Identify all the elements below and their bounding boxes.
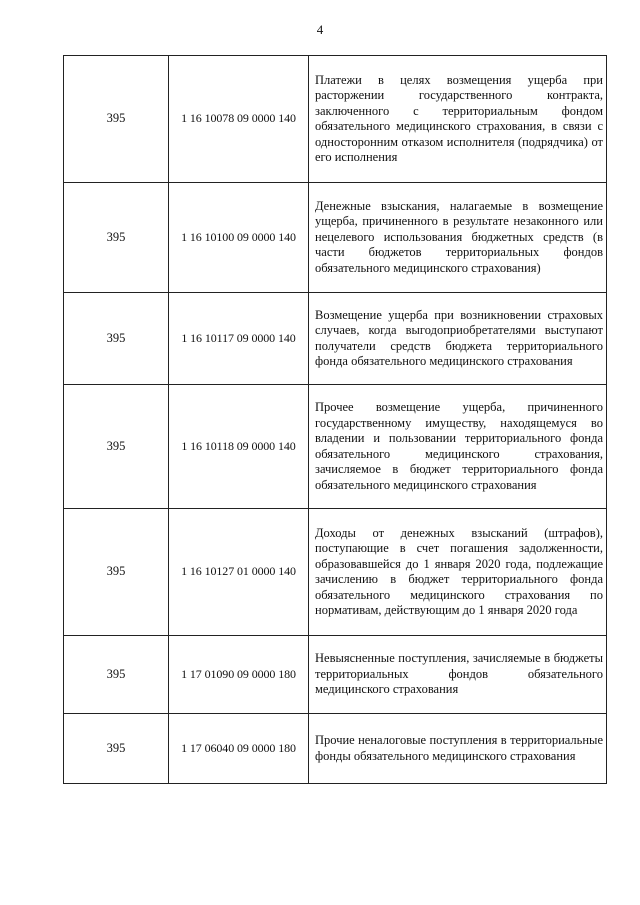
admin-code-cell: 395 <box>64 56 169 183</box>
budget-code-cell: 1 16 10078 09 0000 140 <box>169 56 309 183</box>
budget-code-cell: 1 16 10118 09 0000 140 <box>169 385 309 509</box>
description-cell: Денежные взыскания, налагаемые в возмещение ущерба, причиненного в результате незаконного или нецелевого использования бюджетных средств (в части бюджетов территориальных фондов обязательного медицинского страхования) <box>309 183 607 293</box>
table-row <box>64 714 607 784</box>
table-row <box>64 293 607 385</box>
description-cell: Невыясненные поступления, зачисляемые в бюджеты территориальных фондов обязательного медицинского страхования <box>309 636 607 714</box>
admin-code-cell: 395 <box>64 183 169 293</box>
admin-code-cell: 395 <box>64 714 169 784</box>
budget-code-cell: 1 17 01090 09 0000 180 <box>169 636 309 714</box>
admin-code-cell: 395 <box>64 293 169 385</box>
description-cell: Платежи в целях возмещения ущерба при расторжении государственного контракта, заключенного с территориальным фондом обязательного медицинского страхования, в связи с односторонним отказом исполнителя (подрядчика) от его исполнения <box>309 56 607 183</box>
budget-code-cell: 1 16 10127 01 0000 140 <box>169 509 309 636</box>
table-row <box>64 56 607 183</box>
admin-code-cell: 395 <box>64 509 169 636</box>
description-cell: Доходы от денежных взысканий (штрафов), поступающие в счет погашения задолженности, образовавшейся до 1 января 2020 года, подлежащие зачислению в бюджет территориального фонда обязательного медицинского страхования по нормативам, действующим до 1 января 2020 года <box>309 509 607 636</box>
description-cell: Прочее возмещение ущерба, причиненного государственному имуществу, находящемуся во владении и пользовании территориального фонда обязательного медицинского страхования, зачисляемое в бюджет территориального фонда обязательного медицинского страхования <box>309 385 607 509</box>
admin-code-cell: 395 <box>64 636 169 714</box>
table-row <box>64 636 607 714</box>
budget-codes-table <box>63 55 607 784</box>
budget-code-cell: 1 16 10117 09 0000 140 <box>169 293 309 385</box>
table-row <box>64 385 607 509</box>
description-cell: Прочие неналоговые поступления в территориальные фонды обязательного медицинского страхования <box>309 714 607 784</box>
table-row <box>64 183 607 293</box>
table-row <box>64 509 607 636</box>
page-number: 4 <box>316 22 324 37</box>
admin-code-cell: 395 <box>64 385 169 509</box>
budget-code-cell: 1 17 06040 09 0000 180 <box>169 714 309 784</box>
budget-code-cell: 1 16 10100 09 0000 140 <box>169 183 309 293</box>
description-cell: Возмещение ущерба при возникновении страховых случаев, когда выгодоприобретателями выступают получатели средств бюджета территориального фонда обязательного медицинского страхования <box>309 293 607 385</box>
